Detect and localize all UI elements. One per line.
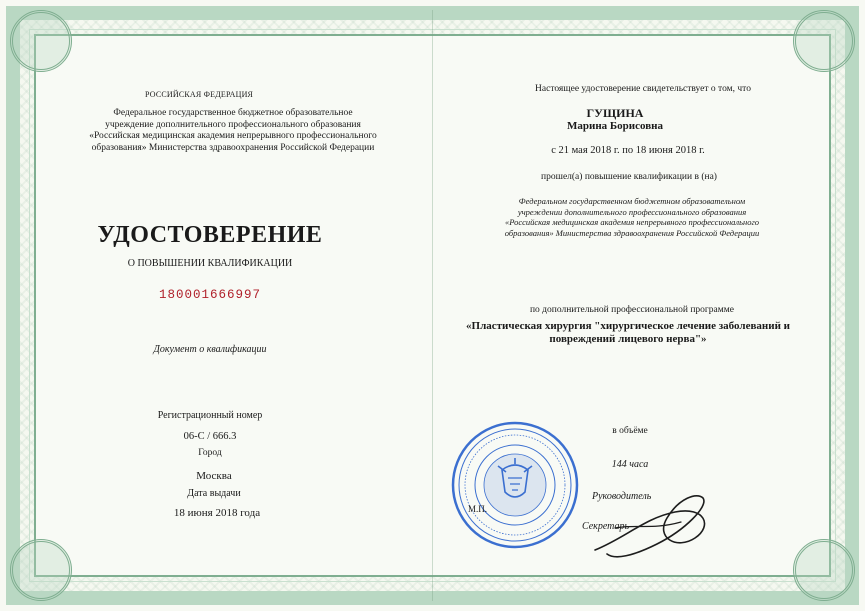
- program-intro: по дополнительной профессиональной программе: [529, 305, 735, 315]
- head-signature-label: Руководитель: [592, 491, 652, 502]
- issue-date: 18 июня 2018 года: [173, 507, 261, 519]
- official-stamp: [450, 420, 580, 550]
- document-title: УДОСТОВЕРЕНИЕ: [97, 222, 323, 248]
- document-subtitle: О ПОВЫШЕНИИ КВАЛИФИКАЦИИ: [127, 258, 293, 269]
- corner-ornament: [793, 10, 855, 72]
- issue-date-label: Дата выдачи: [187, 488, 241, 499]
- passed-text: прошел(а) повышение квалификации в (на): [541, 172, 717, 182]
- reg-number: 06-С / 666.3: [183, 431, 237, 442]
- corner-ornament: [793, 539, 855, 601]
- page-fold: [432, 10, 433, 601]
- document-type: Документ о квалификации: [153, 344, 267, 355]
- institution-name: Федеральное государственное бюджетное образовательное учреждение дополнительного профессионального образования «Российская медицинская академия непрерывного профессионального образования» Министерства здравоохранения Российской Федерации: [89, 108, 377, 153]
- program-name: «Пластическая хирургия "хирургическое лечение заболеваний и повреждений лицевого нерва"»: [466, 320, 790, 345]
- reg-number-label: Регистрационный номер: [157, 410, 263, 421]
- training-period: с 21 мая 2018 г. по 18 июня 2018 г.: [551, 145, 705, 156]
- country-name: РОССИЙСКАЯ ФЕДЕРАЦИЯ: [145, 90, 254, 99]
- secretary-signature-label: Секретарь: [582, 521, 630, 532]
- corner-ornament: [10, 539, 72, 601]
- volume-label: в объёме: [612, 426, 648, 436]
- city: Москва: [196, 470, 232, 482]
- hours-value: 144 часа: [611, 459, 649, 470]
- certifies-text: Настоящее удостоверение свидетельствует о том, что: [535, 84, 751, 94]
- holder-given-names: Марина Борисовна: [566, 120, 664, 132]
- city-label: Город: [198, 448, 222, 458]
- corner-ornament: [10, 10, 72, 72]
- institution-name-right: Федеральном государственном бюджетном образовательном учреждении дополнительного профессионального образования «Российская медицинская академия непрерывного профессионального образования» Министерства здравоохранения Российской Федерации: [504, 196, 760, 238]
- certificate-number: 180001666997: [158, 288, 262, 302]
- holder-surname: ГУЩИНА: [586, 106, 644, 120]
- seal-mark: М.П.: [468, 504, 488, 514]
